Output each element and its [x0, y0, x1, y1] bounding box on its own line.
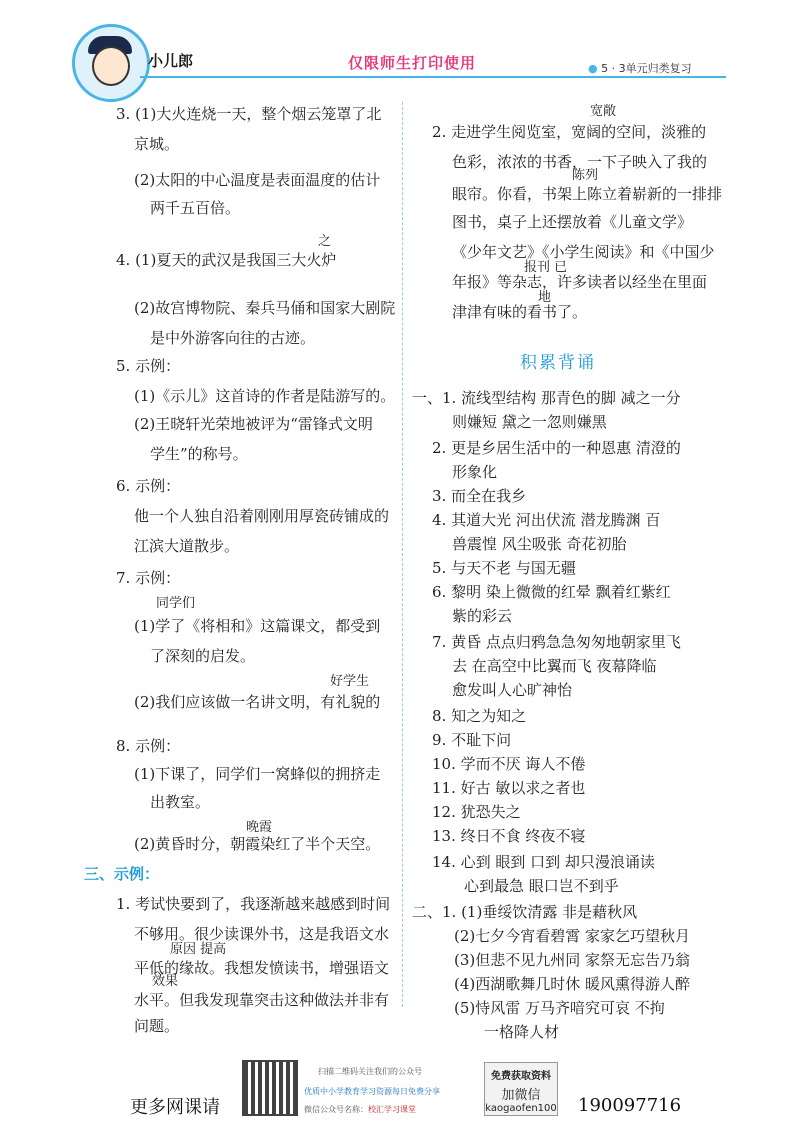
answer-line: 平低的缘故。我想发愤读书，增强语文: [134, 959, 390, 977]
recite-line: 去 在高空中比翼而飞 夜幕降临: [452, 657, 657, 675]
footer-left-text: 更多网课请: [130, 1097, 220, 1118]
answer-line: (2)故宫博物院、秦兵马俑和国家大剧院: [134, 299, 396, 317]
qr-code-icon[interactable]: [242, 1060, 298, 1116]
answer-line: 江滨大道散步。: [134, 537, 240, 555]
answer-line: 津津有味的看书了。: [452, 303, 588, 321]
bullet-icon: ●: [588, 62, 598, 75]
answer-line: 不够用。很少读课外书，这是我语文水: [134, 925, 390, 943]
recite-line: (5)恃风雷 万马齐喑究可哀 不拘: [454, 999, 665, 1017]
unit-text: 5 · 3单元归类复习: [601, 62, 692, 75]
answer-line: 京城。: [134, 135, 180, 153]
correction-note: 晚霞: [246, 820, 273, 835]
recite-line: 6. 黎明 染上微微的红晕 飘着红紫红: [432, 583, 671, 601]
footer-account: [304, 1104, 416, 1115]
recite-line: (2)七夕今宵看碧霄 家家乞巧望秋月: [454, 927, 691, 945]
recite-line: 兽震惶 风尘吸张 奇花初胎: [452, 535, 627, 553]
box-wechat: 加微信: [501, 1088, 541, 1103]
correction-note: 效果: [152, 974, 179, 989]
recite-line: 10. 学而不厌 诲人不倦: [432, 755, 586, 773]
unit-label: [588, 60, 692, 76]
brand-name: 小儿郎: [148, 52, 194, 70]
answer-line: 1. 考试快要到了，我逐渐越来越感到时间: [116, 895, 391, 913]
answer-line: 年报》等杂志，许多读者以经坐在里面: [452, 273, 708, 291]
recite-line: 心到最急 眼口岂不到乎: [464, 877, 619, 895]
answer-line: 问题。: [134, 1017, 180, 1035]
footer-share-text: 优质中小学教育学习资源每日免费分享: [304, 1087, 440, 1096]
recite-line: (4)西湖歌舞几时休 暖风熏得游人醉: [454, 975, 691, 993]
answer-line: (1)学了《将相和》这篇课文，都受到: [134, 617, 381, 635]
recite-line: 7. 黄昏 点点归鸦急急匆匆地朝家里飞: [432, 633, 681, 651]
recite-line: 2. 更是乡居生活中的一种恩惠 清澄的: [432, 439, 681, 457]
recite-line: 12. 犹恐失之: [432, 803, 521, 821]
answer-line: 出教室。: [150, 793, 211, 811]
box-id: kaogaofen100: [485, 1103, 557, 1114]
answer-line: 是中外游客向往的古迹。: [150, 329, 316, 347]
recite-line: (3)但悲不见九州同 家祭无忘告乃翁: [454, 951, 691, 969]
answer-line: 学生”的称号。: [150, 445, 248, 463]
answer-line: (1)《示儿》这首诗的作者是陆游写的。: [134, 387, 396, 405]
answer-line: 他一个人独自沿着刚刚用厚瓷砖铺成的: [134, 507, 390, 525]
answer-line: 了深刻的启发。: [150, 647, 256, 665]
answer-line: (2)王晓轩光荣地被评为“雷锋式文明: [134, 415, 373, 433]
recite-line: 一、1. 流线型结构 那青色的脚 减之一分: [412, 389, 681, 407]
recite-line: 则嫌短 黛之一忽则嫌黑: [452, 413, 607, 431]
section-title: 积累背诵: [520, 353, 596, 373]
answer-line: 8. 示例：: [116, 737, 181, 755]
recite-line: 9. 不耻下问: [432, 731, 512, 749]
answer-line: (2)我们应该做一名讲文明，有礼貌的: [134, 693, 381, 711]
recite-line: 4. 其道大光 河出伏流 潜龙腾渊 百: [432, 511, 661, 529]
correction-note: 好学生: [330, 674, 370, 689]
recite-line: 11. 好古 敏以求之者也: [432, 779, 586, 797]
recite-line: 5. 与天不老 与国无疆: [432, 559, 576, 577]
footer-scan-text: 扫描二维码关注我们的公众号: [318, 1067, 422, 1076]
recite-line: 8. 知之为知之: [432, 707, 527, 725]
account-label: 微信公众号名称：: [304, 1105, 368, 1114]
answer-line: (2)黄昏时分，朝霞染红了半个天空。: [134, 835, 381, 853]
box-title: 免费获取资料: [491, 1071, 551, 1082]
correction-note: 同学们: [156, 596, 196, 611]
recite-line: 二、1. (1)垂绥饮清露 非是藉秋风: [412, 903, 638, 921]
answer-line: 图书，桌子上还摆放着《儿童文学》: [452, 213, 693, 231]
answer-line: 《少年文艺》《小学生阅读》和《中国少: [452, 243, 715, 261]
recite-line: 14. 心到 眼到 口到 却只漫浪诵读: [432, 853, 655, 871]
recite-line: 愈发叫人心旷神怡: [452, 681, 573, 699]
correction-note: 宽敞: [590, 104, 617, 119]
answer-line: 7. 示例：: [116, 569, 181, 587]
mascot-face-icon: [92, 46, 130, 86]
correction-note: 地: [538, 290, 552, 305]
account-name: 校汇学习课堂: [368, 1105, 416, 1114]
section-heading: 三、示例：: [84, 865, 160, 883]
answer-line: 6. 示例：: [116, 477, 181, 495]
answer-line: 色彩，浓浓的书香，一下子映入了我的: [452, 153, 708, 171]
print-notice: 仅限师生打印使用: [348, 54, 477, 72]
answer-line: (2)太阳的中心温度是表面温度的估计: [134, 171, 381, 189]
recite-line: 一格降人材: [484, 1023, 560, 1041]
recite-line: 形象化: [452, 463, 498, 481]
answer-line: 2. 走进学生阅览室，宽阔的空间，淡雅的: [432, 123, 707, 141]
column-divider: [402, 102, 403, 1007]
answer-line: 4. (1)夏天的武汉是我国三大火炉: [116, 251, 337, 269]
answer-line: (1)下课了，同学们一窝蜂似的拥挤走: [134, 765, 381, 783]
correction-note: 原因 提高: [170, 942, 227, 957]
answer-line: 3. (1)大火连烧一天，整个烟云笼罩了北: [116, 105, 382, 123]
footer-right-number: 190097716: [578, 1095, 682, 1116]
recite-line: 13. 终日不食 终夜不寝: [432, 827, 586, 845]
answer-line: 两千五百倍。: [150, 199, 241, 217]
wechat-box[interactable]: [484, 1062, 558, 1116]
recite-line: 3. 而全在我乡: [432, 487, 527, 505]
header-rule: [140, 76, 726, 78]
answer-line: 眼帘。你看，书架上陈立着崭新的一排排: [452, 185, 723, 203]
correction-note: 陈列: [572, 168, 599, 183]
correction-note: 之: [318, 234, 332, 249]
correction-note: 报刊 已: [524, 260, 568, 275]
recite-line: 紫的彩云: [452, 607, 513, 625]
answer-line: 5. 示例：: [116, 357, 181, 375]
answer-line: 水平。但我发现靠突击这种做法并非有: [134, 991, 390, 1009]
